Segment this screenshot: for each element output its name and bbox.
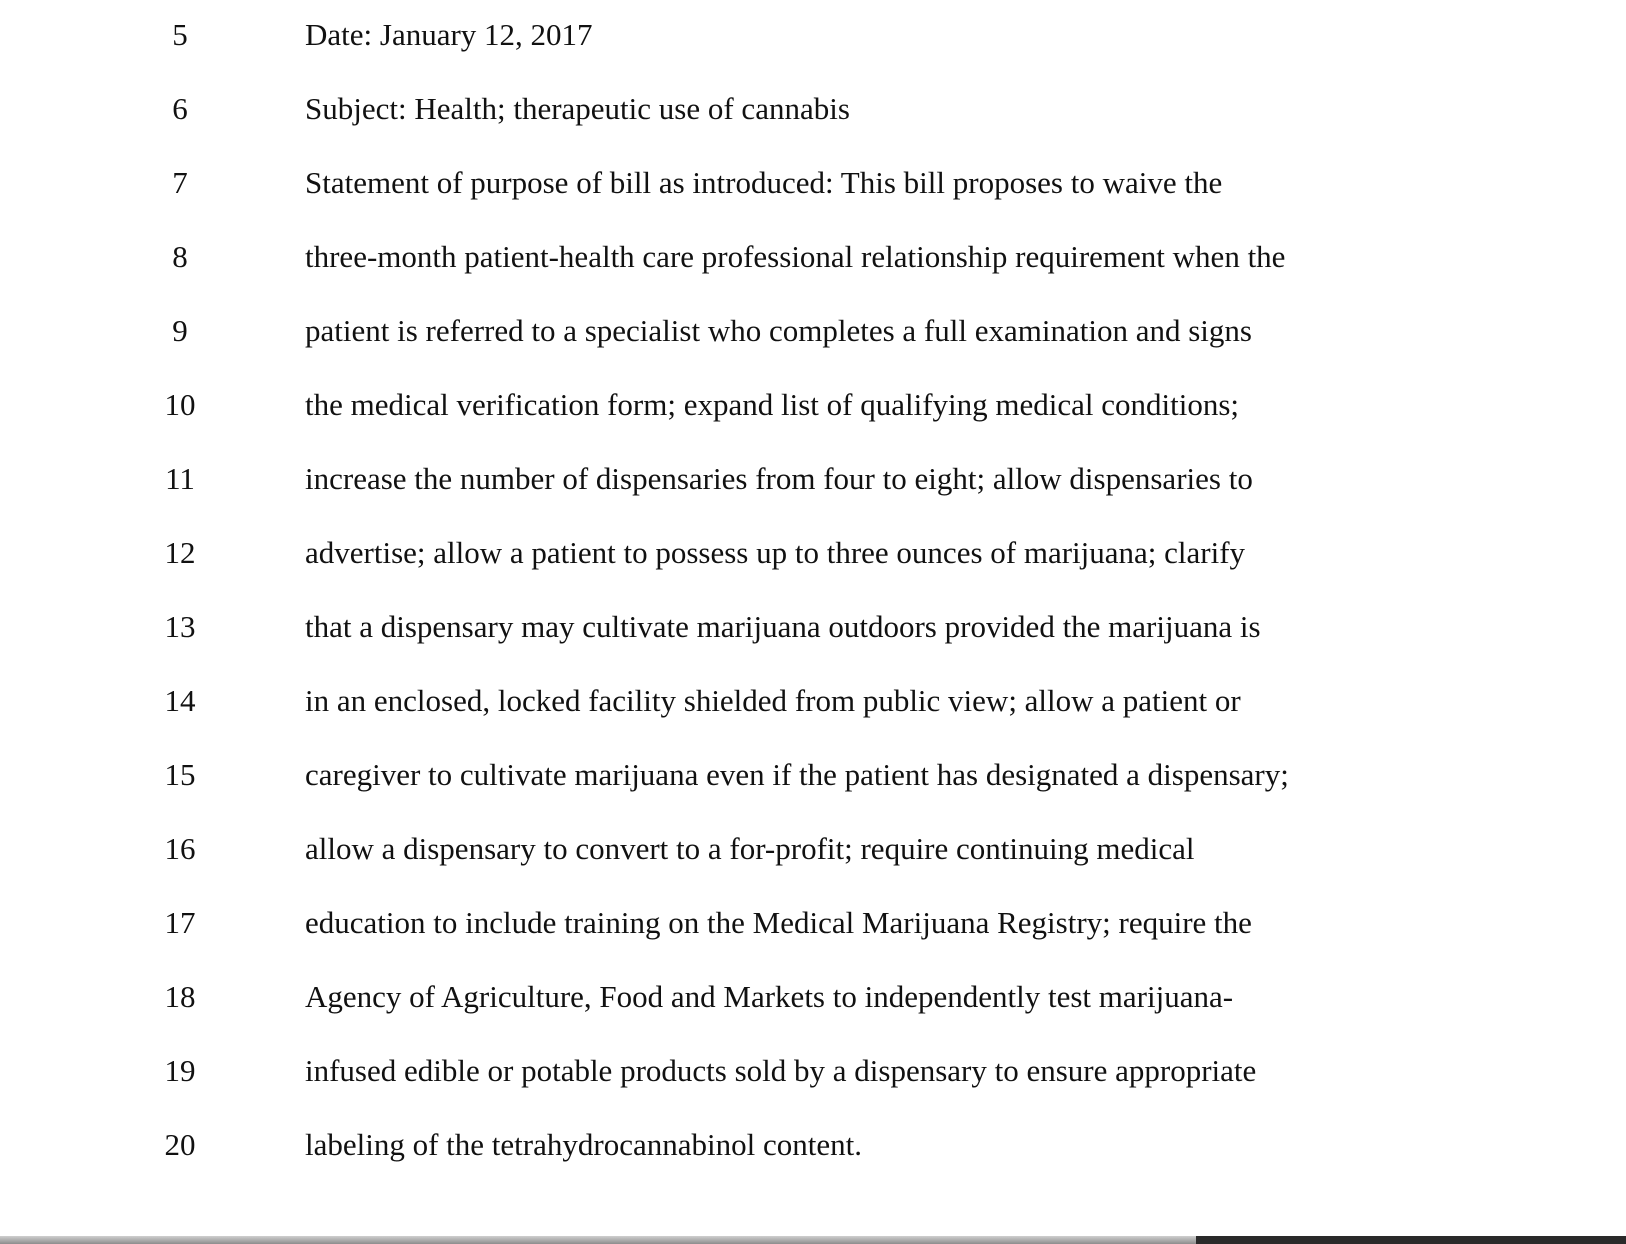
line-text: caregiver to cultivate marijuana even if the patient has designated a dispensary; [305,757,1289,792]
line-number: 8 [172,239,188,274]
line-text: that a dispensary may cultivate marijuana outdoors provided the marijuana is [305,609,1261,644]
line-text: the medical verification form; expand list of qualifying medical conditions; [305,387,1240,422]
line-8 [0,220,1626,294]
line-17 [0,886,1626,960]
line-11 [0,442,1626,516]
line-19 [0,1034,1626,1108]
line-text: three-month patient-health care professional relationship requirement when the [305,239,1286,274]
line-5 [0,0,1626,72]
line-number: 17 [164,905,196,940]
line-number: 12 [164,535,196,570]
line-6 [0,72,1626,146]
line-number: 19 [164,1053,196,1088]
line-13 [0,590,1626,664]
line-10 [0,368,1626,442]
line-18 [0,960,1626,1034]
line-text: in an enclosed, locked facility shielded from public view; allow a patient or [305,683,1241,718]
line-number: 10 [164,387,196,422]
line-number: 9 [172,313,188,348]
line-number: 11 [165,461,195,496]
line-text: education to include training on the Medical Marijuana Registry; require the [305,905,1252,940]
line-9 [0,294,1626,368]
line-text: labeling of the tetrahydrocannabinol content. [305,1127,862,1162]
window-bottom-edge-dark [1196,1236,1626,1244]
line-text: infused edible or potable products sold by a dispensary to ensure appropriate [305,1053,1257,1088]
line-number: 6 [172,91,188,126]
line-12 [0,516,1626,590]
line-14 [0,664,1626,738]
line-text: allow a dispensary to convert to a for-profit; require continuing medical [305,831,1195,866]
line-text-date: Date: January 12, 2017 [305,17,593,52]
line-text: patient is referred to a specialist who completes a full examination and signs [305,313,1252,348]
line-15 [0,738,1626,812]
line-number: 13 [164,609,196,644]
line-text: Agency of Agriculture, Food and Markets to independently test marijuana- [305,979,1234,1014]
line-number: 18 [164,979,196,1014]
line-7 [0,146,1626,220]
line-number: 20 [164,1127,196,1162]
line-16 [0,812,1626,886]
line-number: 7 [172,165,188,200]
line-number: 15 [164,757,196,792]
line-text-subject: Subject: Health; therapeutic use of cannabis [305,91,850,126]
line-number: 16 [164,831,196,866]
line-text: advertise; allow a patient to possess up to three ounces of marijuana; clarify [305,535,1246,570]
line-text: Statement of purpose of bill as introduced: This bill proposes to waive the [305,165,1223,200]
line-text: increase the number of dispensaries from four to eight; allow dispensaries to [305,461,1253,496]
line-number: 5 [172,17,188,52]
line-20 [0,1108,1626,1182]
line-number: 14 [164,683,196,718]
